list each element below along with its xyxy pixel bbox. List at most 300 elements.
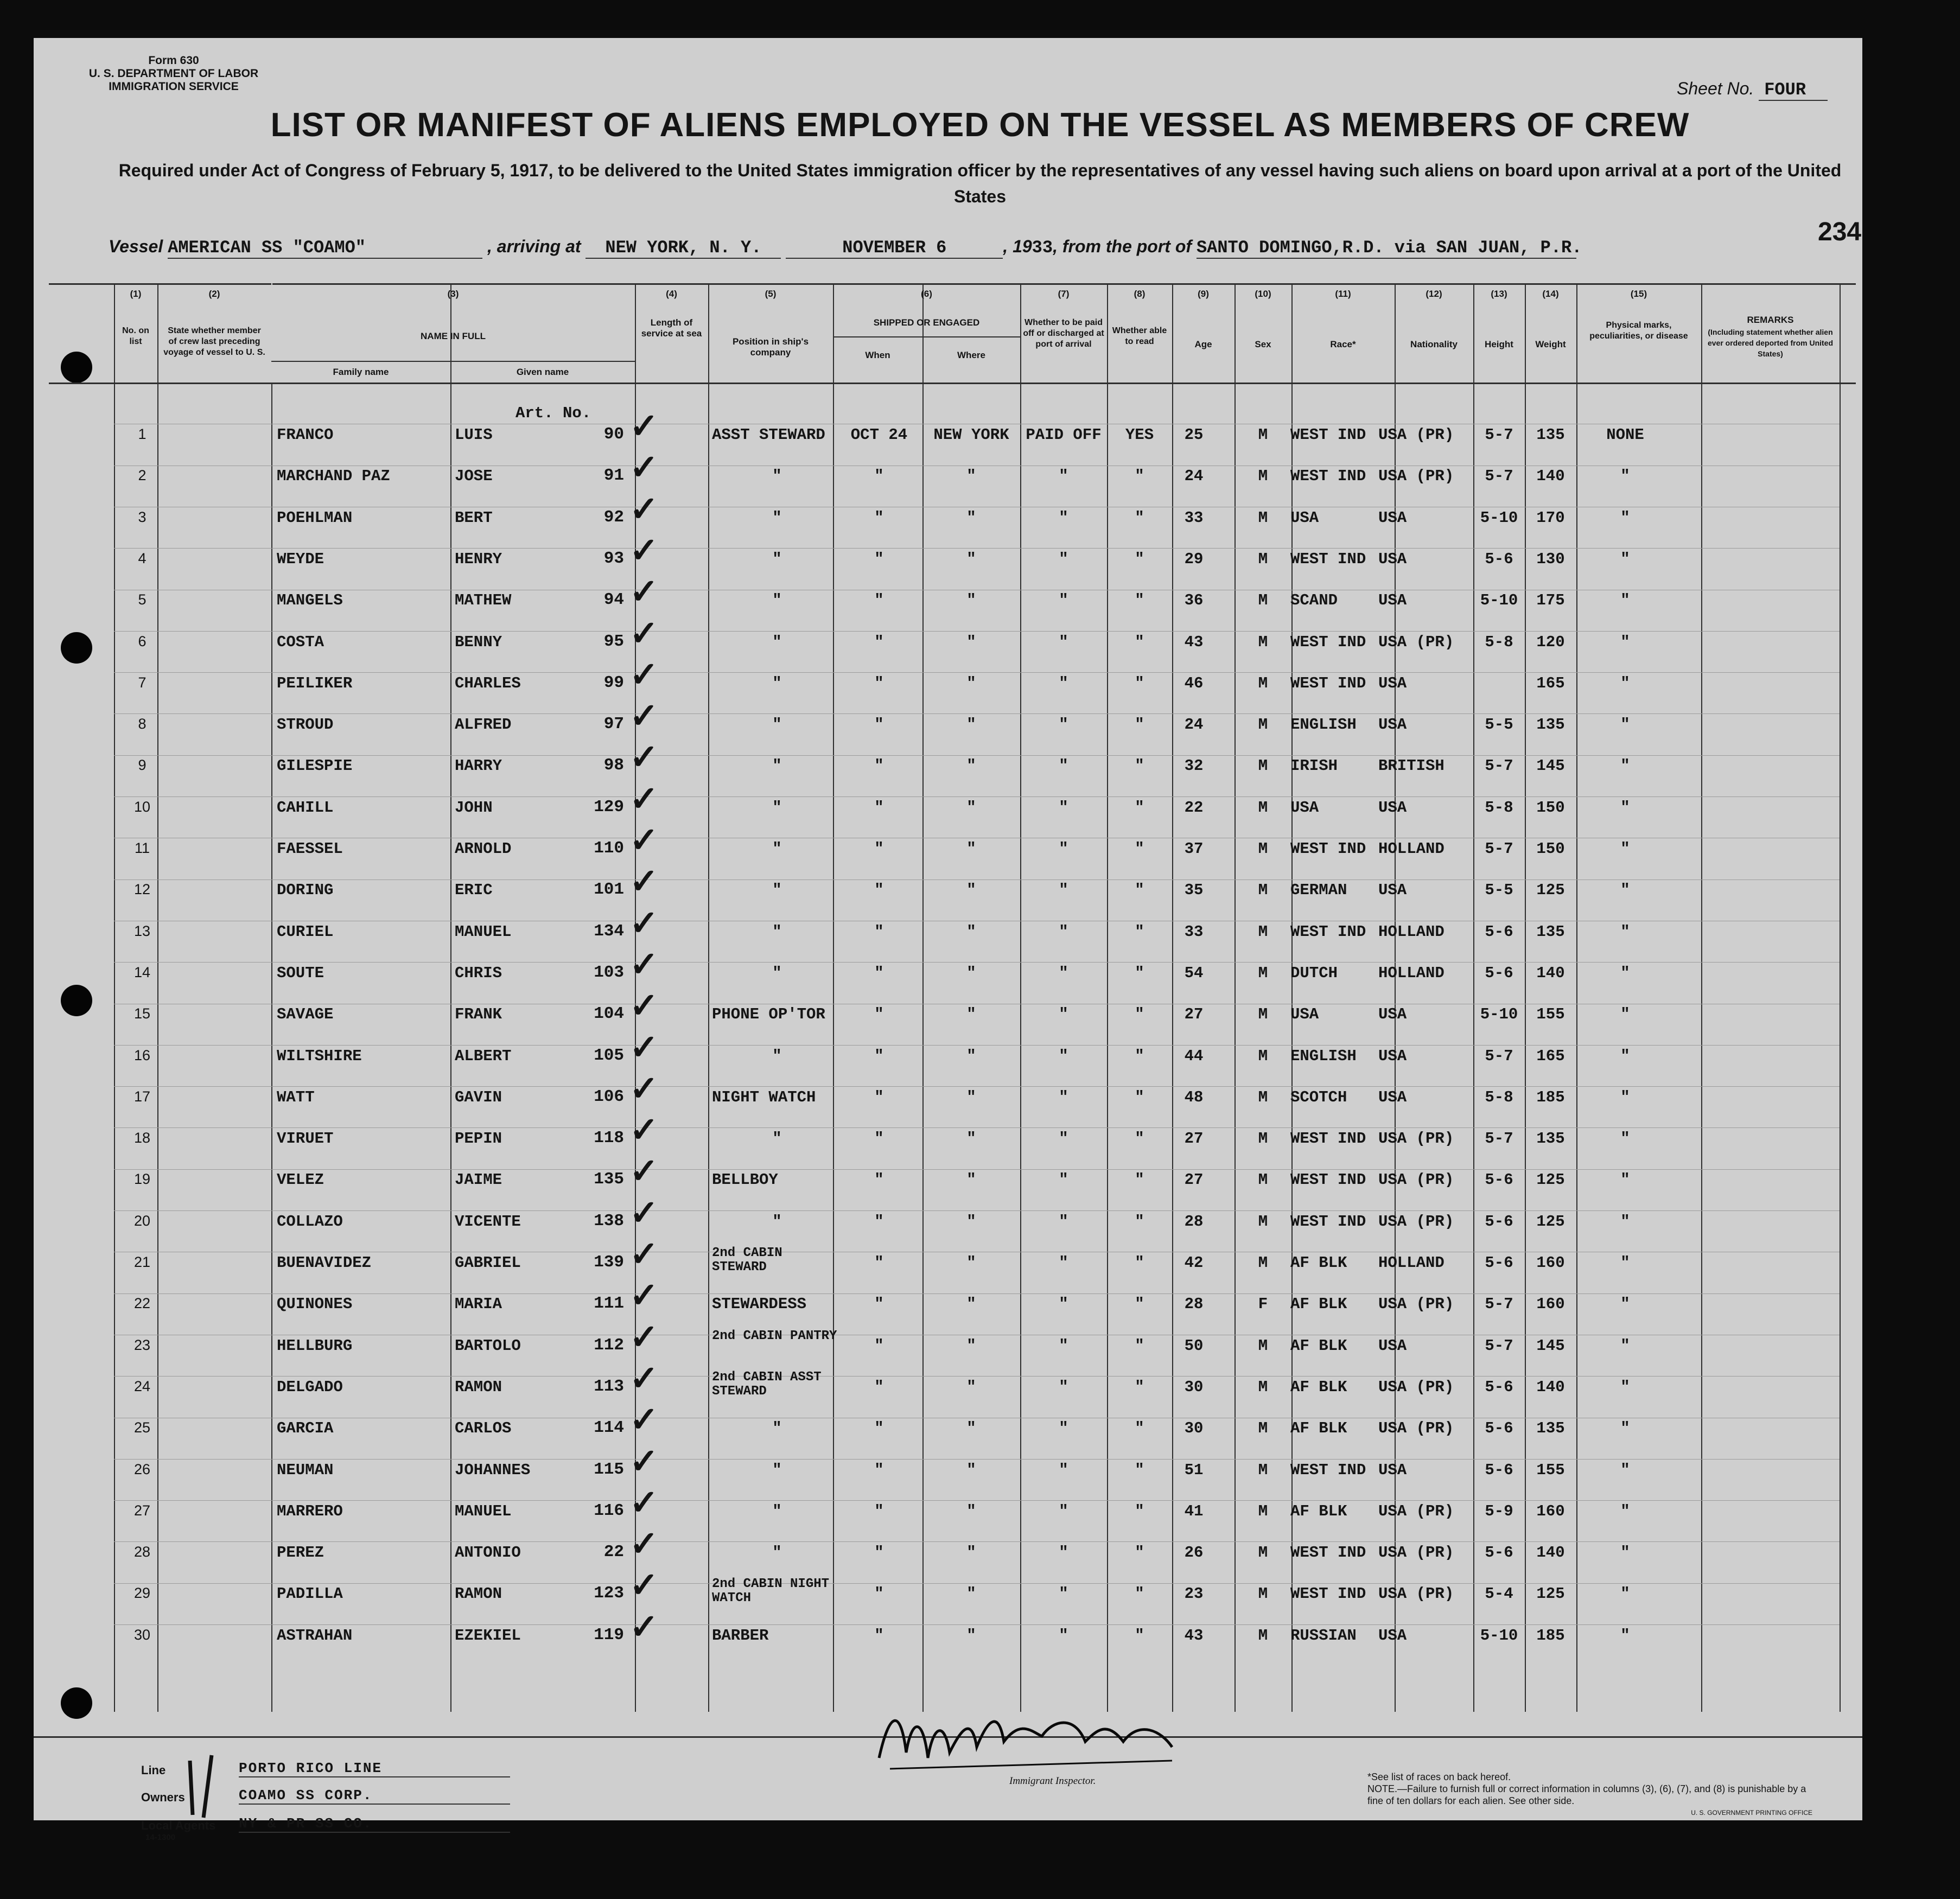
- able-to-read: ": [1135, 1130, 1144, 1148]
- able-to-read: ": [1135, 1461, 1144, 1479]
- paid-off: ": [1059, 1502, 1068, 1520]
- column-divider: [833, 283, 834, 1712]
- height: 5-7: [1485, 1130, 1513, 1148]
- height: 5-6: [1485, 1171, 1513, 1189]
- given-name: PEPIN: [455, 1130, 502, 1148]
- article-number: 93: [603, 549, 624, 568]
- family-name: MARCHAND PAZ: [277, 467, 390, 486]
- family-name: WATT: [277, 1088, 315, 1106]
- article-number: 95: [603, 632, 624, 651]
- height: 5-9: [1485, 1502, 1513, 1520]
- article-number: 110: [594, 839, 624, 858]
- position: ": [772, 716, 782, 734]
- nationality: USA: [1378, 1088, 1407, 1106]
- position: ": [772, 508, 782, 527]
- nationality: HOLLAND: [1378, 840, 1444, 858]
- family-name: NEUMAN: [277, 1461, 334, 1479]
- age: 51: [1184, 1461, 1204, 1479]
- shipped-when: ": [874, 1254, 884, 1272]
- check-mark: ✓: [629, 1400, 659, 1439]
- punch-hole: [61, 352, 92, 383]
- shipped-where: ": [966, 757, 976, 775]
- shipped-where: ": [966, 674, 976, 692]
- column-header-physical-marks: Physical marks, peculiarities, or disease: [1589, 321, 1688, 341]
- race: SCAND: [1290, 591, 1338, 610]
- article-number: 91: [603, 466, 624, 486]
- article-number: 114: [594, 1418, 624, 1438]
- shipped-when: ": [874, 964, 884, 982]
- weight: 165: [1536, 674, 1565, 692]
- nationality: BRITISH: [1378, 757, 1444, 775]
- shipped-where: ": [966, 633, 976, 651]
- article-number: 105: [594, 1046, 624, 1065]
- age: 42: [1184, 1254, 1204, 1272]
- height: 5-7: [1485, 840, 1513, 858]
- shipped-where: ": [966, 550, 976, 568]
- weight: 135: [1536, 716, 1565, 734]
- sex: M: [1258, 840, 1268, 858]
- column-divider: [114, 283, 115, 1712]
- column-number: (4): [666, 289, 677, 299]
- column-number: (10): [1255, 289, 1271, 299]
- family-name: GILESPIE: [277, 757, 353, 775]
- row-rule: [114, 1500, 1840, 1501]
- nationality: USA: [1378, 881, 1407, 900]
- column-divider: [1525, 283, 1526, 1712]
- column-header-weight: Weight: [1535, 339, 1566, 349]
- column-number: (8): [1134, 289, 1146, 299]
- physical-marks: ": [1620, 1626, 1630, 1645]
- paid-off: ": [1059, 550, 1068, 568]
- race: WEST IND: [1290, 426, 1366, 444]
- column-number: (9): [1198, 289, 1209, 299]
- height: 5-10: [1480, 1005, 1518, 1024]
- column-number: (6): [921, 289, 932, 299]
- article-number: 106: [594, 1087, 624, 1106]
- paid-off: ": [1059, 674, 1068, 692]
- position: ": [772, 1544, 782, 1562]
- shipped-when: ": [874, 508, 884, 527]
- nationality: USA (PR): [1378, 1295, 1454, 1314]
- given-name: BENNY: [455, 633, 502, 651]
- shipped-where: ": [966, 467, 976, 486]
- weight: 135: [1536, 922, 1565, 941]
- arriving-label: , arriving at: [487, 237, 581, 256]
- shipped-where: ": [966, 1419, 976, 1438]
- check-mark: ✓: [629, 820, 659, 859]
- row-rule: [114, 1210, 1840, 1211]
- race: GERMAN: [1290, 881, 1347, 900]
- paid-off: ": [1059, 1295, 1068, 1314]
- weight: 160: [1536, 1254, 1565, 1272]
- punch-hole: [61, 632, 92, 664]
- punch-hole: [61, 1687, 92, 1719]
- given-name: GABRIEL: [455, 1254, 521, 1272]
- shipped-where: ": [966, 1088, 976, 1106]
- race: ENGLISH: [1290, 716, 1357, 734]
- shipped-when: ": [874, 1378, 884, 1396]
- column-divider: [1701, 283, 1702, 1712]
- shipped-where: ": [966, 798, 976, 817]
- height: 5-7: [1485, 1336, 1513, 1355]
- shipped-where: ": [966, 1295, 976, 1314]
- paid-off: ": [1059, 1544, 1068, 1562]
- sex: M: [1258, 1378, 1268, 1396]
- article-number: 90: [603, 425, 624, 444]
- weight: 140: [1536, 964, 1565, 982]
- paid-off: ": [1059, 1212, 1068, 1231]
- family-name: STROUD: [277, 716, 334, 734]
- race: ENGLISH: [1290, 1047, 1357, 1065]
- race: DUTCH: [1290, 964, 1338, 982]
- row-rule: [114, 1541, 1840, 1542]
- paid-off: ": [1059, 1088, 1068, 1106]
- column-number: (3): [447, 289, 459, 299]
- weight: 140: [1536, 467, 1565, 486]
- paid-off: ": [1059, 508, 1068, 527]
- height: 5-7: [1485, 757, 1513, 775]
- age: 37: [1184, 840, 1204, 858]
- article-number: 134: [594, 921, 624, 941]
- age: 50: [1184, 1336, 1204, 1355]
- sex: M: [1258, 1130, 1268, 1148]
- race: WEST IND: [1290, 1130, 1366, 1148]
- nationality: USA: [1378, 508, 1407, 527]
- column-number: (7): [1058, 289, 1070, 299]
- able-to-read: ": [1135, 840, 1144, 858]
- able-to-read: ": [1135, 1419, 1144, 1438]
- arrival-port: NEW YORK, N. Y.: [586, 238, 781, 259]
- column-header-prev-voyage: State whether member of crew last preceding voyage of vessel to U. S.: [163, 326, 265, 357]
- weight: 150: [1536, 798, 1565, 817]
- nationality: USA: [1378, 674, 1407, 692]
- article-number: 123: [594, 1584, 624, 1603]
- sex: M: [1258, 467, 1268, 486]
- row-number: 26: [133, 1461, 151, 1477]
- given-name: JOHN: [455, 798, 493, 817]
- column-header-shipped: SHIPPED OR ENGAGED: [873, 317, 980, 328]
- race: AF BLK: [1290, 1378, 1347, 1396]
- vessel-line: [109, 237, 1582, 259]
- position: 2nd CABIN NIGHT WATCH: [712, 1577, 830, 1606]
- physical-marks: ": [1620, 1461, 1630, 1479]
- race: AF BLK: [1290, 1254, 1347, 1272]
- table-top-border: [49, 283, 1856, 285]
- shipped-where: ": [966, 881, 976, 900]
- check-mark: ✓: [629, 1110, 659, 1150]
- shipped-when: ": [874, 1502, 884, 1520]
- shipped-when: ": [874, 1171, 884, 1189]
- nationality: USA (PR): [1378, 1378, 1454, 1396]
- shipped-where: ": [966, 1336, 976, 1355]
- shipped-where: ": [966, 1047, 976, 1065]
- physical-marks: ": [1620, 1254, 1630, 1272]
- row-rule: [114, 1045, 1840, 1046]
- agents-label: Local Agents: [141, 1819, 216, 1832]
- column-header-nationality: Nationality: [1410, 339, 1458, 349]
- race: RUSSIAN: [1290, 1626, 1357, 1645]
- height: 5-5: [1485, 716, 1513, 734]
- check-mark: ✓: [629, 1193, 659, 1232]
- race: WEST IND: [1290, 1461, 1366, 1479]
- row-number: 20: [133, 1212, 151, 1229]
- shipped-when: ": [874, 1047, 884, 1065]
- sex: M: [1258, 922, 1268, 941]
- physical-marks: ": [1620, 798, 1630, 817]
- shipped-where: ": [966, 1171, 976, 1189]
- position: BARBER: [712, 1626, 769, 1645]
- age: 48: [1184, 1088, 1204, 1106]
- physical-marks: ": [1620, 1378, 1630, 1396]
- position: ": [772, 591, 782, 610]
- given-name: ERIC: [455, 881, 493, 900]
- family-name: POEHLMAN: [277, 508, 353, 527]
- race: USA: [1290, 1005, 1319, 1024]
- paid-off: ": [1059, 1171, 1068, 1189]
- position: NIGHT WATCH: [712, 1088, 816, 1106]
- given-name: MANUEL: [455, 922, 512, 941]
- column-divider: [1172, 283, 1173, 1712]
- race: WEST IND: [1290, 840, 1366, 858]
- race: WEST IND: [1290, 922, 1366, 941]
- row-number: 17: [133, 1088, 151, 1105]
- height: 5-4: [1485, 1585, 1513, 1603]
- weight: 140: [1536, 1378, 1565, 1396]
- check-mark: ✓: [629, 903, 659, 942]
- nationality: USA: [1378, 716, 1407, 734]
- nationality: USA (PR): [1378, 633, 1454, 651]
- shipped-when: ": [874, 840, 884, 858]
- able-to-read: ": [1135, 1502, 1144, 1520]
- shipped-when: ": [874, 467, 884, 486]
- shipped-where: ": [966, 1544, 976, 1562]
- row-number: 14: [133, 964, 151, 980]
- nationality: USA (PR): [1378, 426, 1454, 444]
- row-number: 4: [138, 550, 147, 566]
- sex: M: [1258, 881, 1268, 900]
- sex: M: [1258, 964, 1268, 982]
- form-identifier: [81, 54, 266, 93]
- physical-marks: ": [1620, 881, 1630, 900]
- row-number: 10: [133, 798, 151, 815]
- height: 5-10: [1480, 591, 1518, 610]
- row-rule: [114, 713, 1840, 714]
- position: PHONE OP'TOR: [712, 1005, 825, 1024]
- weight: 125: [1536, 881, 1565, 900]
- family-name: COSTA: [277, 633, 324, 651]
- age: 30: [1184, 1378, 1204, 1396]
- height: 5-6: [1485, 922, 1513, 941]
- row-rule: [114, 1086, 1840, 1087]
- agents-value: NY & PR SS CO.: [239, 1815, 510, 1833]
- article-number: 119: [594, 1625, 624, 1645]
- position: ": [772, 964, 782, 982]
- row-rule: [114, 1127, 1840, 1128]
- races-note: *See list of races on back hereof.: [1367, 1771, 1511, 1782]
- column-number: (15): [1630, 289, 1647, 299]
- shipped-when: ": [874, 798, 884, 817]
- shipped-subheader-line: [833, 336, 1020, 337]
- nationality: USA (PR): [1378, 1544, 1454, 1562]
- article-number: 103: [594, 963, 624, 982]
- shipped-when: ": [874, 1005, 884, 1024]
- age: 43: [1184, 633, 1204, 651]
- shipped-when: ": [874, 1544, 884, 1562]
- weight: 175: [1536, 591, 1565, 610]
- position: ": [772, 881, 782, 900]
- shipped-when: ": [874, 1626, 884, 1645]
- weight: 145: [1536, 757, 1565, 775]
- column-header-paid-off: Whether to be paid off or discharged at port of arrival: [1023, 318, 1104, 349]
- family-name: CAHILL: [277, 798, 334, 817]
- sex: M: [1258, 633, 1268, 651]
- position: STEWARDESS: [712, 1295, 807, 1314]
- paid-off: ": [1059, 1626, 1068, 1645]
- family-name: GARCIA: [277, 1419, 334, 1438]
- hand-mark: [179, 1750, 244, 1820]
- line-label: Line: [141, 1763, 166, 1777]
- paid-off: ": [1059, 1585, 1068, 1603]
- article-number: 98: [603, 756, 624, 775]
- column-number: (13): [1491, 289, 1507, 299]
- row-number: 19: [133, 1171, 151, 1188]
- family-name: SAVAGE: [277, 1005, 334, 1024]
- check-mark: ✓: [629, 1358, 659, 1398]
- shipped-when: ": [874, 1130, 884, 1148]
- able-to-read: ": [1135, 716, 1144, 734]
- shipped-where: ": [966, 964, 976, 982]
- race: WEST IND: [1290, 1544, 1366, 1562]
- paid-off: ": [1059, 881, 1068, 900]
- vessel-name: AMERICAN SS "COAMO": [168, 238, 482, 259]
- family-name: DORING: [277, 881, 334, 900]
- age: 24: [1184, 716, 1204, 734]
- check-mark: ✓: [629, 1317, 659, 1356]
- position: BELLBOY: [712, 1171, 778, 1189]
- paid-off: PAID OFF: [1026, 426, 1102, 444]
- sex: M: [1258, 1626, 1268, 1645]
- family-name: WILTSHIRE: [277, 1047, 362, 1065]
- paid-off: ": [1059, 1336, 1068, 1355]
- paid-off: ": [1059, 922, 1068, 941]
- position: ": [772, 1461, 782, 1479]
- position: ": [772, 1419, 782, 1438]
- column-header-age: Age: [1194, 339, 1212, 349]
- position: ": [772, 1047, 782, 1065]
- family-name: PEILIKER: [277, 674, 353, 692]
- row-rule: [114, 672, 1840, 673]
- family-name: SOUTE: [277, 964, 324, 982]
- column-header-family-name: Family name: [333, 367, 389, 377]
- height: 5-7: [1485, 1047, 1513, 1065]
- physical-marks: ": [1620, 1047, 1630, 1065]
- position: ": [772, 840, 782, 858]
- able-to-read: YES: [1125, 426, 1154, 444]
- height: 5-8: [1485, 798, 1513, 817]
- paid-off: ": [1059, 1047, 1068, 1065]
- column-header-sex: Sex: [1255, 339, 1271, 349]
- physical-marks: ": [1620, 964, 1630, 982]
- article-number: 104: [594, 1004, 624, 1024]
- physical-marks: ": [1620, 1212, 1630, 1231]
- physical-marks: ": [1620, 840, 1630, 858]
- article-number: 139: [594, 1253, 624, 1272]
- race: USA: [1290, 508, 1319, 527]
- able-to-read: ": [1135, 1088, 1144, 1106]
- height: 5-6: [1485, 1378, 1513, 1396]
- age: 41: [1184, 1502, 1204, 1520]
- article-number: 115: [594, 1460, 624, 1479]
- physical-marks: ": [1620, 757, 1630, 775]
- paid-off: ": [1059, 1130, 1068, 1148]
- family-name: CURIEL: [277, 922, 334, 941]
- sex: M: [1258, 674, 1268, 692]
- shipped-when: ": [874, 633, 884, 651]
- given-name: ANTONIO: [455, 1544, 521, 1562]
- position: ": [772, 922, 782, 941]
- column-divider: [1576, 283, 1577, 1712]
- column-number: (14): [1542, 289, 1559, 299]
- age: 44: [1184, 1047, 1204, 1065]
- article-number: 22: [603, 1543, 624, 1562]
- position: 2nd CABIN STEWARD: [712, 1246, 782, 1275]
- physical-marks: ": [1620, 508, 1630, 527]
- race: SCOTCH: [1290, 1088, 1347, 1106]
- nationality: USA: [1378, 798, 1407, 817]
- paid-off: ": [1059, 591, 1068, 610]
- physical-marks: ": [1620, 1295, 1630, 1314]
- paid-off: ": [1059, 1419, 1068, 1438]
- given-name: CARLOS: [455, 1419, 512, 1438]
- check-mark: ✓: [629, 1234, 659, 1273]
- column-header-height: Height: [1485, 339, 1513, 349]
- family-name: HELLBURG: [277, 1336, 353, 1355]
- article-number: 113: [594, 1377, 624, 1396]
- paid-off: ": [1059, 1461, 1068, 1479]
- paid-off: ": [1059, 716, 1068, 734]
- row-rule: [114, 1169, 1840, 1170]
- owners-value: COAMO SS CORP.: [239, 1787, 510, 1805]
- sex: M: [1258, 1502, 1268, 1520]
- paid-off: ": [1059, 467, 1068, 486]
- given-name: MATHEW: [455, 591, 512, 610]
- given-name: FRANK: [455, 1005, 502, 1024]
- age: 27: [1184, 1005, 1204, 1024]
- shipped-when: ": [874, 1295, 884, 1314]
- position: ": [772, 550, 782, 568]
- shipped-when: ": [874, 1336, 884, 1355]
- owners-label: Owners: [141, 1790, 185, 1804]
- column-number: (11): [1335, 289, 1351, 299]
- header-bottom-border: [49, 383, 1856, 384]
- sex: M: [1258, 1254, 1268, 1272]
- penalty-note: NOTE.—Failure to furnish full or correct information in columns (3), (6), (7), and (8) is punishable by a fine of ten dollars for each alien. See other side.: [1367, 1783, 1806, 1806]
- race: WEST IND: [1290, 1585, 1366, 1603]
- age: 32: [1184, 757, 1204, 775]
- age: 29: [1184, 550, 1204, 568]
- sex: M: [1258, 591, 1268, 610]
- check-mark: ✓: [629, 613, 659, 653]
- column-divider: [1020, 283, 1021, 1712]
- weight: 120: [1536, 633, 1565, 651]
- row-number: 21: [133, 1254, 151, 1270]
- check-mark: ✓: [629, 1482, 659, 1522]
- nationality: USA (PR): [1378, 1171, 1454, 1189]
- able-to-read: ": [1135, 1295, 1144, 1314]
- row-number: 1: [138, 426, 147, 442]
- weight: 135: [1536, 426, 1565, 444]
- article-number: 97: [603, 715, 624, 734]
